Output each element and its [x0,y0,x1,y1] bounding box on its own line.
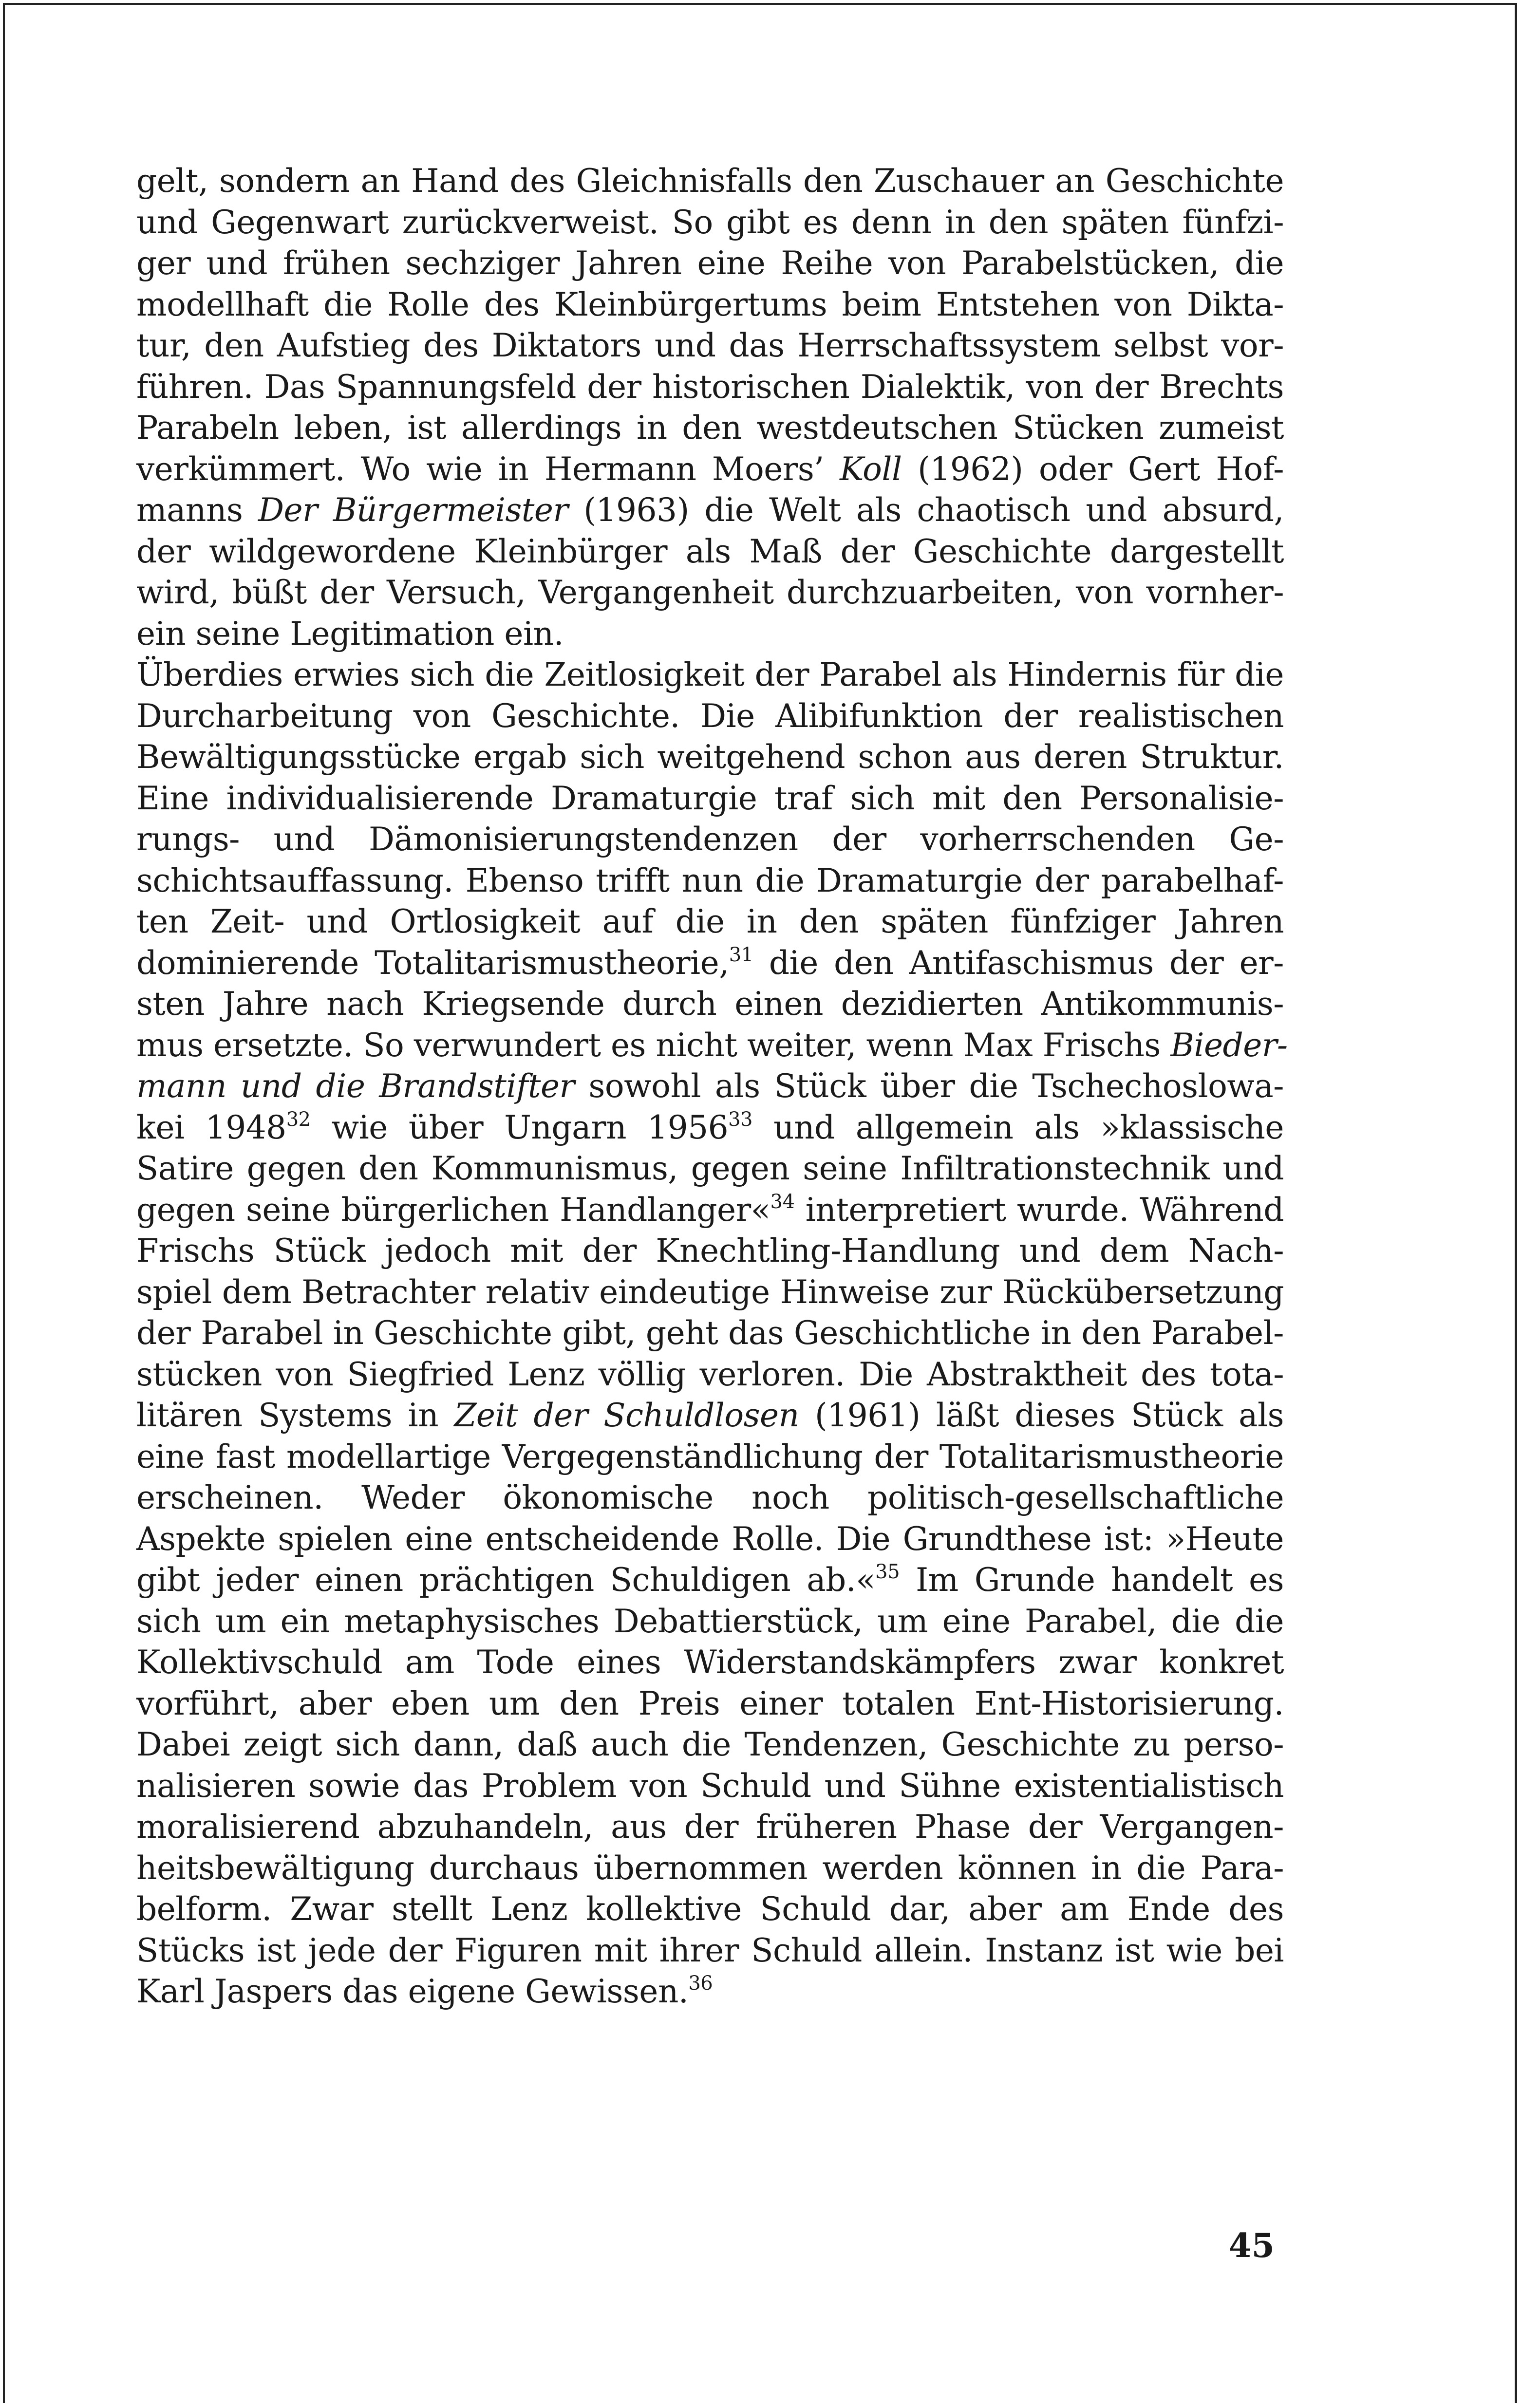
text-run: (1962) oder Gert Hof- [902,450,1284,488]
text-run: kei 1948 [136,1108,286,1146]
text-line: Aspekte spielen eine entscheidende Rolle. Die Grundthese ist: »Heute [136,1520,1284,1558]
text-line [136,1025,1288,1066]
text-run: verkümmert. Wo wie in Hermann Moers’ [136,450,840,488]
text-line: der wildgewordene Kleinbürger als Maß der Geschichte dargestellt [136,532,1284,570]
text-line: vorführt, aber eben um den Preis einer totalen Ent-Historisierung. [136,1684,1284,1722]
text-line: Stücks ist jede der Figuren mit ihrer Schuld allein. Instanz ist wie bei [136,1931,1284,1969]
text-line: und Gegenwart zurückverweist. So gibt es denn in den späten fünfzi- [136,203,1284,241]
text-line: Parabeln leben, ist allerdings in den westdeutschen Stücken zumeist [136,409,1284,447]
text-line [136,490,1284,531]
footnote-ref: 36 [688,1972,713,1995]
text-run: mus ersetzte. So verwundert es nicht weiter, wenn Max Frischs [136,1026,1171,1064]
text-line: der Parabel in Geschichte gibt, geht das Geschichtliche in den Parabel- [136,1314,1284,1352]
text-line: sten Jahre nach Kriegsende durch einen dezidierten Antikommunis- [136,985,1284,1023]
text-line: Frischs Stück jedoch mit der Knechtling-Handlung und dem Nach- [136,1232,1284,1269]
text-line: tur, den Aufstieg des Diktators und das Herrschaftssystem selbst vor- [136,327,1284,364]
text-line: ein seine Legitimation ein. [136,615,564,653]
text-run: die den Antifaschismus der er- [753,944,1284,982]
text-line: rungs- und Dämonisierungstendenzen der vorherrschenden Ge- [136,821,1284,858]
text-line: wird, büßt der Versuch, Vergangenheit durchzuarbeiten, von vornher- [136,574,1284,611]
work-title: Zeit der Schuldlosen [454,1397,799,1434]
text-line: schichtsauffassung. Ebenso trifft nun die Dramaturgie der parabelhaf- [136,861,1284,899]
text-run: litären Systems in [136,1397,454,1434]
paragraph [136,161,1284,654]
text-line [136,1395,1284,1437]
text-line [136,1066,1284,1107]
text-line: ten Zeit- und Ortlosigkeit auf die in den späten fünfziger Jahren [136,903,1284,940]
text-run: manns [136,491,259,529]
text-line: nalisieren sowie das Problem von Schuld und Sühne existentialistisch [136,1767,1284,1805]
text-line: sich um ein metaphysisches Debattierstück, um eine Parabel, die die [136,1602,1284,1640]
footnote-ref: 33 [728,1108,752,1131]
text-line: Satire gegen den Kommunismus, gegen seine Infiltrationstechnik und [136,1150,1284,1187]
text-line: spiel dem Betrachter relativ eindeutige Hinweise zur Rückübersetzung [136,1273,1284,1311]
footnote-ref: 35 [875,1561,900,1583]
footnote-ref: 34 [770,1190,795,1213]
text-line: stücken von Siegfried Lenz völlig verloren. Die Abstraktheit des tota- [136,1355,1284,1393]
text-line: eine fast modellartige Vergegenständlichung der Totalitarismustheorie [136,1437,1284,1475]
text-run: Im Grunde handelt es [900,1561,1284,1599]
text-line: führen. Das Spannungsfeld der historischen Dialektik, von der Brechts [136,368,1284,406]
text-run: und allgemein als »klassische [752,1108,1284,1146]
work-title: Koll [840,450,902,488]
text-line [136,449,1284,490]
text-line: heitsbewältigung durchaus übernommen werden können in die Para- [136,1849,1284,1887]
text-line: erscheinen. Weder ökonomische noch politisch-gesellschaftliche [136,1479,1284,1516]
work-title: Bieder- [1170,1026,1288,1064]
text-line: ger und frühen sechziger Jahren eine Reihe von Parabelstücken, die [136,244,1284,282]
page-number: 45 [1228,2226,1275,2265]
text-run: sowohl als Stück über die Tschechoslowa- [574,1067,1284,1105]
text-line [136,1971,1284,2013]
text-run: gibt jeder einen prächtigen Schuldigen ab.« [136,1561,876,1599]
text-run: wie über Ungarn 1956 [310,1108,729,1146]
text-line [136,1190,1284,1231]
text-line: belform. Zwar stellt Lenz kollektive Schuld dar, aber am Ende des [136,1890,1284,1928]
work-title: mann und die Brandstifter [136,1067,575,1105]
text-line: Überdies erwies sich die Zeitlosigkeit der Parabel als Hindernis für die [136,656,1284,693]
text-run: Karl Jaspers das eigene Gewissen. [136,1973,689,2010]
footnote-ref: 31 [729,943,753,966]
text-line: Durcharbeitung von Geschichte. Die Alibifunktion der realistischen [136,697,1284,735]
footnote-ref: 32 [286,1108,311,1131]
text-line [136,943,1284,984]
work-title: Der Bürgermeister [258,491,568,529]
text-line [136,1107,1284,1149]
paragraph [136,654,1288,2013]
text-run: dominierende Totalitarismustheorie, [136,944,729,982]
text-line: moralisierend abzuhandeln, aus der früheren Phase der Vergangen- [136,1808,1284,1846]
text-line [136,1560,1284,1601]
text-line: gelt, sondern an Hand des Gleichnisfalls den Zuschauer an Geschichte [136,162,1284,200]
text-line: modellhaft die Rolle des Kleinbürgertums beim Entstehen von Dikta- [136,285,1284,323]
text-run: (1961) läßt dieses Stück als [799,1397,1284,1434]
text-run: interpretiert wurde. Während [794,1191,1284,1229]
text-line: Eine individualisierende Dramaturgie traf sich mit den Personalisie- [136,779,1284,817]
text-run: (1963) die Welt als chaotisch und absurd, [568,491,1284,529]
text-line: Bewältigungsstücke ergab sich weitgehend schon aus deren Struktur. [136,738,1284,776]
text-run: gegen seine bürgerlichen Handlanger« [136,1191,770,1229]
body-text [136,161,1288,2013]
text-line: Dabei zeigt sich dann, daß auch die Tendenzen, Geschichte zu perso- [136,1726,1284,1763]
text-line: Kollektivschuld am Tode eines Widerstandskämpfers zwar konkret [136,1643,1284,1681]
